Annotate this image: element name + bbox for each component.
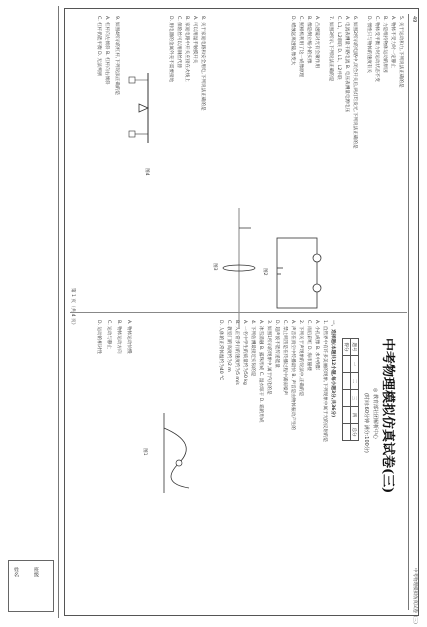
question-line: A. 声音在真空中传播最快 B. 声音是由物体振动产生的 [290,320,295,430]
question-line: D. 蜡烛远离透镜,像变大 [290,16,295,66]
exam-source: ◎ 教育部社团解析中心 [372,388,378,439]
question-line: 7. 如图3所示,下列说法正确的是 [328,16,333,82]
question-line: A. 可以用湿手触摸开关 [192,16,197,64]
question-line: 4. 下列估测最接近实际的是 [250,320,255,377]
question-line: D. 用电器的金属外壳不需要接地 [168,16,173,83]
question-line: D. 惯性只与物体的速度有关 [366,16,371,73]
question-line: 8. 关于家庭电路和安全用电,下列说法正确的是 [200,16,205,111]
figure-label: 图2 [262,268,267,276]
name-class-box [8,560,54,612]
score-header: 二 [351,373,359,390]
question-line: 6. 如图2所示的电路中,闭合开关后,两灯均发光,下列说法正确的是 [352,16,357,149]
lens-figure [219,208,259,328]
figure-label: 图1 [142,448,147,456]
question-line: B. 像是倒立缩小的实像 [306,16,311,64]
question-line: 9. 如图4所示的杠杆,下列说法正确的是 [114,16,119,96]
question-line: C. 教室门的高度约为2 m [226,320,231,372]
question-line: B. 人正常步行的速度约为5 m/s [234,320,239,385]
question-line: C. 禁止鸣笛是在传播过程中减弱噪声 [282,320,287,396]
question-line: B. 力是维持物体运动的原因 [382,16,387,73]
question-line: A. 杠杆向左倾斜 B. 杠杆向右倾斜 [104,16,109,85]
question-line: D. 超声波不能传递能量 [274,320,279,368]
option-line: A. 物体运动快慢 [126,320,131,354]
score-cell[interactable] [343,424,351,441]
question-line: B. 家庭电路中开关应接在火线上 [184,16,189,82]
score-row-label: 得分 [343,339,351,356]
circuit-figure [267,228,327,318]
score-cell[interactable] [343,407,351,424]
option-line: B. 物体运动方向 [116,320,121,354]
score-cell[interactable] [343,356,351,373]
name-label: 姓名 [13,567,19,577]
binding-line [58,6,59,618]
question-line: 3. 如图1所示的现象中,属于汽化的是 [266,320,271,395]
lever-figure [123,68,163,148]
figure-label: 图4 [144,168,149,176]
page-number: 49 [411,16,417,23]
header-rule [408,14,409,610]
figure-label: 图3 [212,263,217,271]
class-label: 班级 [33,567,39,577]
question-line: C. 物体受平衡力时运动状态不变 [374,16,379,82]
option-line: C. 运动与静止 [106,320,111,350]
score-header: 总分 [351,424,359,441]
question-line: A. 物体不受力时一定静止 [390,16,395,68]
question-line: C. 保险丝可以用铜丝代替 [176,16,181,69]
score-header: 一 [351,356,359,373]
score-header: 三 [351,390,359,407]
section-heading: 一、选择题(本题共12小题,每小题3分,共36分) [330,320,335,418]
score-cell[interactable] [343,390,351,407]
question-line: A. 凸透镜对光有会聚作用 [314,16,319,68]
page-footer: 第 1 页（共 4 页） [70,288,75,328]
question-line: D. 人体的正常体温约为40 ℃ [218,320,223,381]
score-header: 四 [351,407,359,424]
motion-figure [149,408,209,498]
score-header: 题号 [351,339,359,356]
exam-time-score: (时间:60分钟 满分:100分) [363,393,369,453]
question-line: A. 小孔成像 B. 水中倒影 [314,320,319,371]
question-line: C. 照相机利用了这一成像原理 [298,16,303,78]
question-line: 5. 关于运动和力,下列说法正确的是 [398,16,403,88]
question-line: A. 电流表测量干路电流 B. 电压表测量电源电压 [344,16,349,113]
column-divider [70,312,407,313]
question-line: C. 杠杆仍能平衡 D. 无法判断 [96,16,101,76]
running-header: 中考物理模拟仿真试卷（三） [412,568,417,627]
question-line: 2. 下列关于声现象的说法中,正确的是 [298,320,303,397]
rotated-content [64,8,419,627]
question-line: A. 冰雪消融 B. 露珠形成 C. 湿衣晾干 D. 霜的形成 [258,320,263,423]
question-line: C. 雨后彩虹 D. 海市蜃楼 [306,320,311,371]
question-line: C. L1、L2串联 D. L1、L2并联 [336,16,341,80]
question-line: A. 一名中学生的质量约为50 kg [242,320,247,385]
score-cell[interactable] [343,373,351,390]
score-table [342,338,359,441]
question-line: 1. 自然界中有许多美丽的现象,下列现象中属于光的反射的是 [322,320,327,443]
exam-title: 中考物理模拟仿真试卷(三) [380,338,395,494]
option-line: D. 运动的相对性 [96,320,101,355]
